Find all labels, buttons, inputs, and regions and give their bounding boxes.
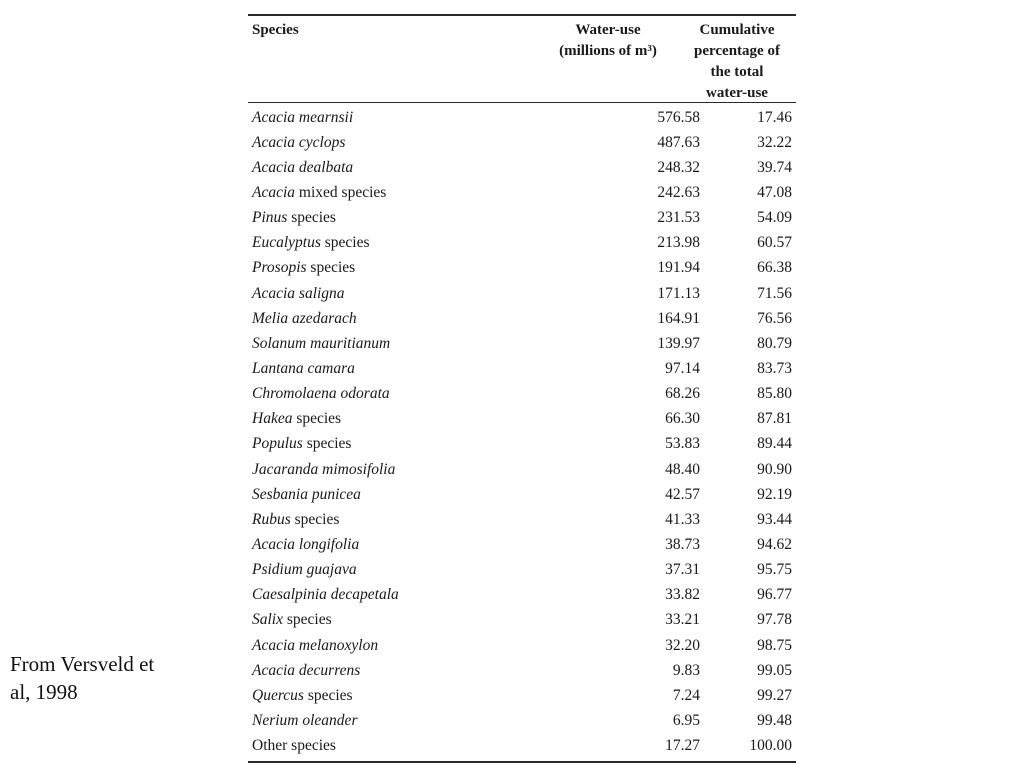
species-genus: Jacaranda mimosifolia [252, 460, 396, 478]
species-genus: Rubus [252, 510, 291, 528]
water-use-value: 164.91 [657, 309, 700, 327]
table-row [248, 356, 796, 381]
species-name [248, 611, 538, 629]
header-cumulative-line3: the total [710, 64, 764, 80]
table-row [248, 457, 796, 482]
cumulative-percentage-value: 99.48 [757, 711, 792, 729]
cumulative-percentage-value: 99.05 [757, 661, 792, 679]
species-name [248, 209, 538, 227]
table-bottom-rule [248, 761, 796, 763]
species-suffix: species [287, 209, 336, 227]
water-use-value: 487.63 [657, 133, 700, 151]
cumulative-percentage-value: 32.22 [757, 133, 792, 151]
water-use-value: 242.63 [657, 183, 700, 201]
species-suffix: species [290, 510, 340, 528]
species-name [248, 259, 538, 277]
species-genus: Acacia cyclops [252, 133, 346, 151]
source-caption [10, 650, 210, 706]
species-name [248, 511, 538, 529]
table-row [248, 155, 796, 180]
species-genus: Caesalpinia decapetala [252, 586, 399, 604]
species-name [248, 159, 538, 177]
header-species [248, 16, 538, 102]
water-use-table [248, 14, 796, 763]
header-water-use-line1: Water-use [575, 22, 641, 38]
table-row [248, 558, 796, 583]
cumulative-percentage-value: 90.90 [757, 460, 792, 478]
species-genus: Pinus [252, 209, 288, 227]
header-cumulative-line4: water-use [706, 85, 768, 101]
water-use-value: 33.21 [665, 611, 700, 629]
water-use-value: 32.20 [665, 636, 700, 654]
cumulative-percentage-value: 89.44 [757, 435, 792, 453]
species-genus: Quercus [252, 686, 304, 704]
species-suffix: species [302, 435, 352, 453]
table-row [248, 608, 796, 633]
species-name [248, 360, 538, 378]
species-name [248, 662, 538, 680]
species-genus: Acacia mearnsii [252, 108, 354, 126]
table-row [248, 432, 796, 457]
cumulative-percentage-value: 85.80 [757, 385, 792, 403]
table-row [248, 683, 796, 708]
species-genus: Chromolaena odorata [252, 385, 390, 403]
species-name [248, 486, 538, 504]
water-use-value: 576.58 [657, 108, 700, 126]
cumulative-percentage-value: 60.57 [757, 234, 792, 252]
species-genus: Acacia dealbata [252, 158, 354, 176]
caption-line2: al, 1998 [10, 680, 78, 704]
cumulative-percentage-value: 83.73 [757, 359, 792, 377]
species-name [248, 637, 538, 655]
water-use-value: 6.95 [672, 711, 700, 729]
species-genus: Melia azedarach [252, 309, 357, 327]
table-row [248, 281, 796, 306]
species-name [248, 561, 538, 579]
table-row [248, 507, 796, 532]
table-row [248, 734, 796, 759]
table-row [248, 331, 796, 356]
water-use-value: 7.24 [672, 686, 700, 704]
cumulative-percentage-value: 92.19 [757, 485, 792, 503]
table-row [248, 658, 796, 683]
table-row [248, 231, 796, 256]
species-name [248, 712, 538, 730]
species-name [248, 109, 538, 127]
cumulative-percentage-value: 76.56 [757, 309, 792, 327]
table-row [248, 633, 796, 658]
table-row [248, 180, 796, 205]
table-row [248, 482, 796, 507]
species-name [248, 687, 538, 705]
cumulative-percentage-value: 54.09 [757, 209, 792, 227]
water-use-value: 248.32 [657, 158, 700, 176]
cumulative-percentage-value: 96.77 [757, 586, 792, 604]
species-suffix: mixed species [295, 183, 387, 201]
table-row [248, 532, 796, 557]
species-name [248, 385, 538, 403]
water-use-value: 17.27 [665, 737, 700, 755]
cumulative-percentage-value: 87.81 [757, 410, 792, 428]
cumulative-percentage-value: 66.38 [757, 259, 792, 277]
caption-line1: From Versveld et [10, 652, 155, 676]
species-name [248, 310, 538, 328]
water-use-value: 68.26 [665, 385, 700, 403]
water-use-value: 42.57 [665, 485, 700, 503]
cumulative-percentage-value: 93.44 [757, 510, 792, 528]
species-name [248, 737, 538, 755]
species-genus: Salix [252, 611, 283, 629]
cumulative-percentage-value: 99.27 [757, 686, 792, 704]
species-name [248, 134, 538, 152]
cumulative-percentage-value: 95.75 [757, 561, 792, 579]
species-genus: Solanum mauritianum [252, 334, 391, 352]
species-genus: Acacia [252, 183, 296, 201]
species-genus: Lantana camara [252, 359, 355, 377]
water-use-value: 38.73 [665, 535, 700, 553]
species-name [248, 435, 538, 453]
species-suffix: species [320, 234, 370, 252]
cumulative-percentage-value: 100.00 [749, 737, 792, 755]
species-name [248, 285, 538, 303]
table-header [248, 16, 796, 102]
species-name [248, 335, 538, 353]
table-row [248, 382, 796, 407]
water-use-value: 9.83 [672, 661, 700, 679]
species-genus: Nerium oleander [252, 711, 358, 729]
table-row [248, 130, 796, 155]
cumulative-percentage-value: 39.74 [757, 158, 792, 176]
header-species-label: Species [252, 22, 299, 38]
water-use-value: 53.83 [665, 435, 700, 453]
species-name [248, 461, 538, 479]
water-use-value: 139.97 [657, 334, 700, 352]
cumulative-percentage-value: 98.75 [757, 636, 792, 654]
species-genus: Acacia decurrens [252, 661, 361, 679]
species-suffix: species [292, 410, 342, 428]
species-genus: Psidium guajava [252, 561, 357, 579]
table-row [248, 206, 796, 231]
table-row [248, 105, 796, 130]
table-row [248, 708, 796, 733]
species-suffix: species [303, 686, 353, 704]
species-suffix: species [283, 611, 332, 629]
species-genus: Populus [252, 435, 303, 453]
water-use-value: 231.53 [657, 209, 700, 227]
header-water-use [538, 16, 678, 102]
species-genus: Eucalyptus [252, 234, 321, 252]
water-use-value: 171.13 [657, 284, 700, 302]
species-name [248, 234, 538, 252]
header-water-use-line2: (millions of m³) [559, 43, 657, 59]
species-name [248, 410, 538, 428]
species-genus: Acacia longifolia [252, 535, 360, 553]
water-use-value: 213.98 [657, 234, 700, 252]
water-use-value: 191.94 [657, 259, 700, 277]
species-suffix: species [306, 259, 356, 277]
header-cumulative-line2: percentage of [694, 43, 780, 59]
species-genus: Sesbania punicea [252, 485, 361, 503]
cumulative-percentage-value: 47.08 [757, 183, 792, 201]
water-use-value: 66.30 [665, 410, 700, 428]
cumulative-percentage-value: 17.46 [757, 108, 792, 126]
water-use-value: 41.33 [665, 510, 700, 528]
cumulative-percentage-value: 97.78 [757, 611, 792, 629]
table-row [248, 256, 796, 281]
cumulative-percentage-value: 94.62 [757, 535, 792, 553]
species-name [248, 184, 538, 202]
species-suffix: Other species [252, 737, 336, 755]
header-cumulative-line1: Cumulative [699, 22, 775, 38]
water-use-value: 33.82 [665, 586, 700, 604]
table-row [248, 306, 796, 331]
species-name [248, 536, 538, 554]
table-row [248, 583, 796, 608]
cumulative-percentage-value: 80.79 [757, 334, 792, 352]
water-use-value: 97.14 [665, 359, 700, 377]
header-cumulative [678, 16, 796, 102]
species-genus: Prosopis [252, 259, 307, 277]
water-use-value: 48.40 [665, 460, 700, 478]
table-row [248, 407, 796, 432]
species-name [248, 586, 538, 604]
table-body [248, 103, 796, 761]
species-genus: Acacia melanoxylon [252, 636, 379, 654]
species-genus: Acacia saligna [252, 284, 345, 302]
water-use-value: 37.31 [665, 561, 700, 579]
species-genus: Hakea [252, 410, 293, 428]
cumulative-percentage-value: 71.56 [757, 284, 792, 302]
